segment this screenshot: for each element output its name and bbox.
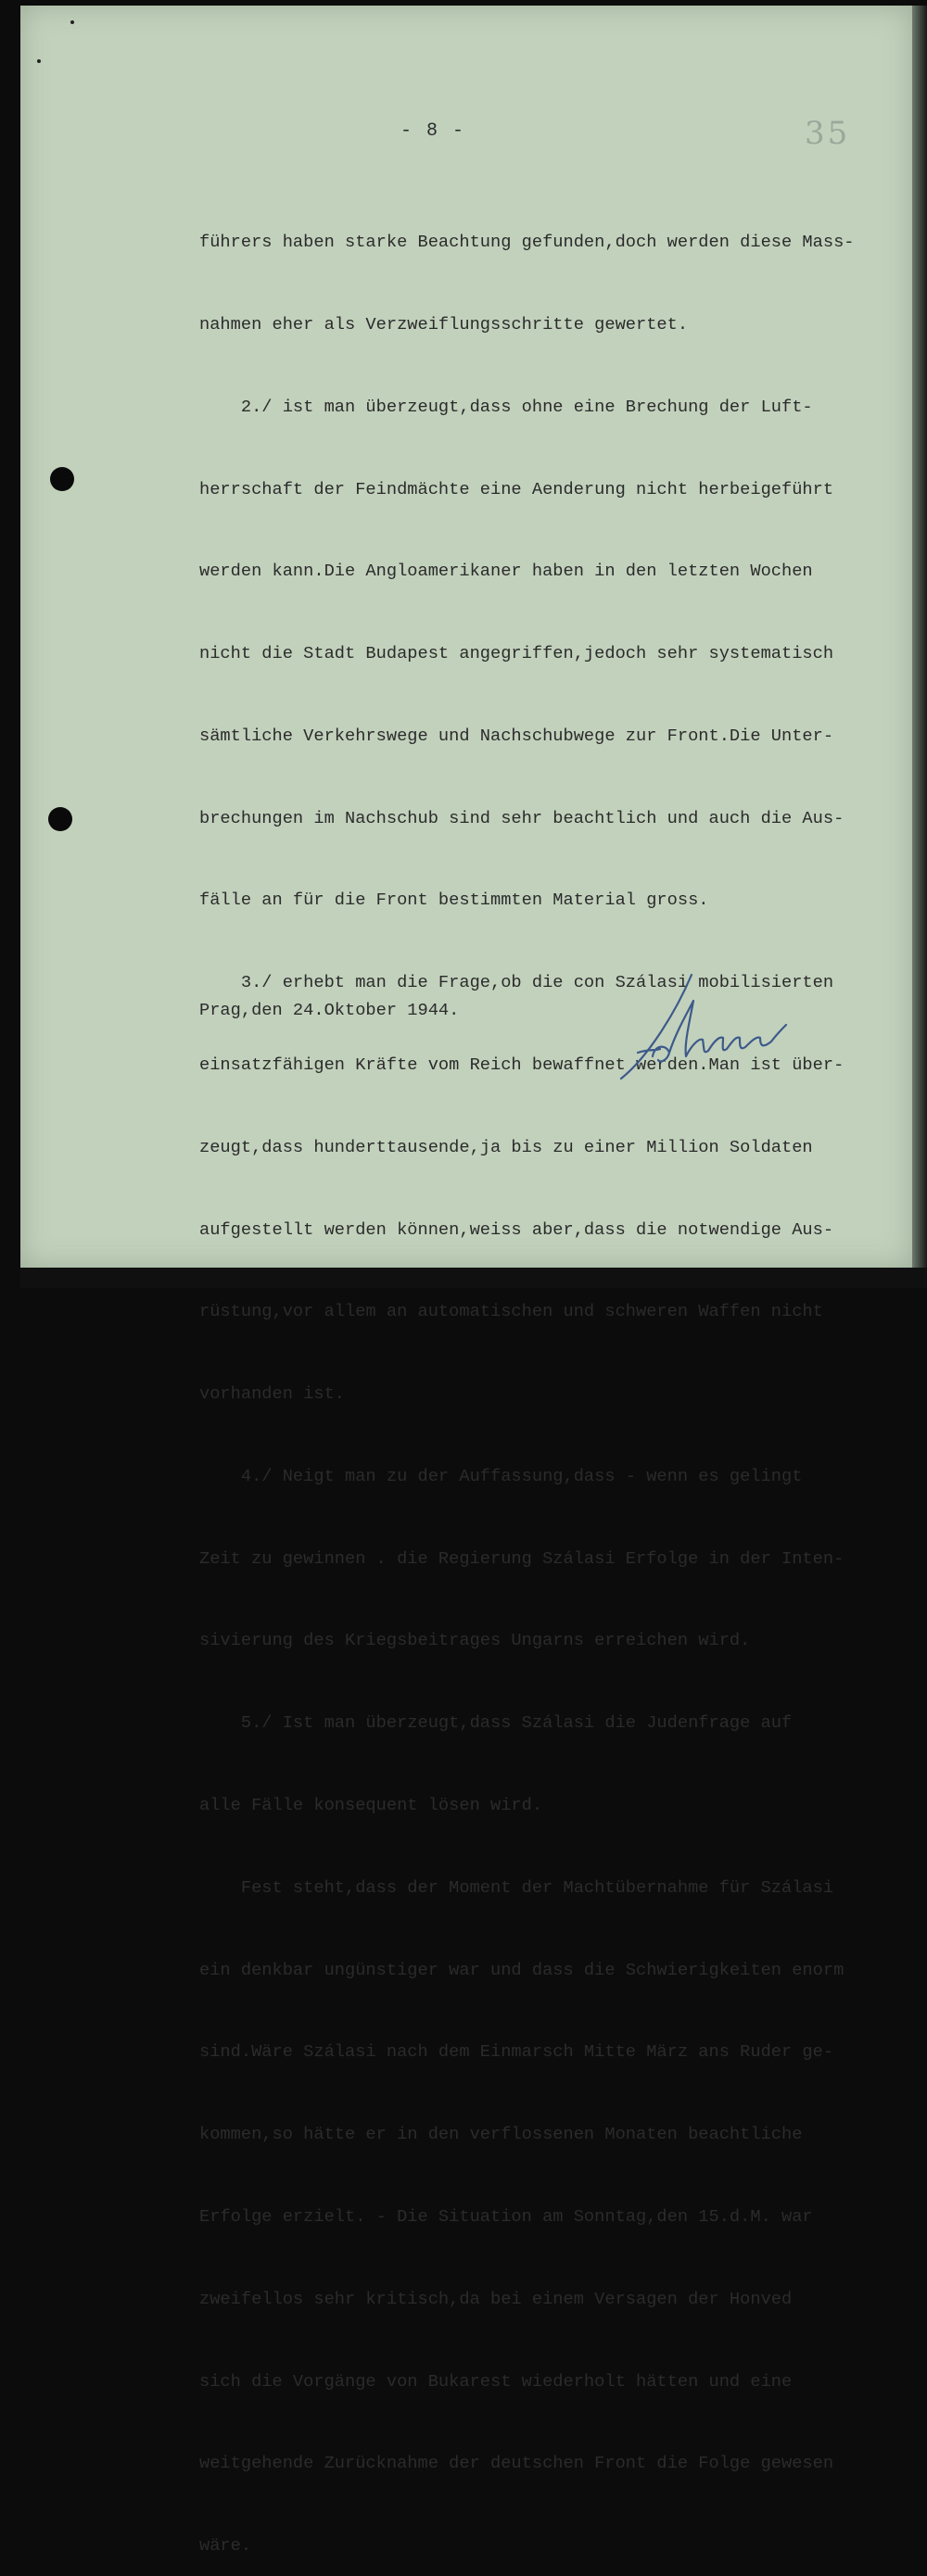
handwritten-signature: [612, 964, 797, 1093]
text-line: sämtliche Verkehrswege und Nachschubwege zur Front.Die Unter-: [199, 725, 834, 746]
text-line: herrschaft der Feindmächte eine Aenderung nicht herbeigeführt: [199, 478, 834, 499]
text-line: alle Fälle konsequent lösen wird.: [199, 1795, 543, 1816]
text-line: kommen,so hätte er in den verflossenen Monaten beachtliche: [199, 2124, 803, 2145]
text-line: Fest steht,dass der Moment der Machtübernahme für Szálasi: [199, 1876, 834, 1898]
text-line: brechungen im Nachschub sind sehr beachtlich und auch die Aus-: [199, 807, 844, 828]
text-line: Zeit zu gewinnen . die Regierung Szálasi Erfolge in der Inten-: [199, 1547, 844, 1569]
text-line: sivierung des Kriegsbeitrages Ungarns erreichen wird.: [199, 1630, 751, 1651]
text-line: vorhanden ist.: [199, 1383, 346, 1405]
paper-speck: [37, 59, 41, 63]
page-number: - 8 -: [400, 120, 466, 142]
text-line: weitgehende Zurücknahme der deutschen Front die Folge gewesen: [199, 2453, 834, 2474]
folio-number: 35: [805, 115, 851, 152]
text-line: einsatzfähigen Kräfte vom Reich bewaffnet werden.Man ist über-: [199, 1054, 844, 1075]
paper-speck: [70, 20, 74, 24]
text-line: führers haben starke Beachtung gefunden,doch werden diese Mass-: [199, 232, 855, 253]
text-line: zeugt,dass hunderttausende,ja bis zu einer Million Soldaten: [199, 1136, 813, 1157]
punch-hole-bottom: [48, 807, 72, 831]
page-edge-right: [912, 6, 927, 1268]
text-line: 5./ Ist man überzeugt,dass Szálasi die Judenfrage auf: [199, 1712, 793, 1734]
text-line: nahmen eher als Verzweiflungsschritte gewertet.: [199, 313, 689, 335]
text-line: nicht die Stadt Budapest angegriffen,jedoch sehr systematisch: [199, 643, 834, 664]
text-line: 4./ Neigt man zu der Auffassung,dass - wenn es gelingt: [199, 1465, 803, 1486]
text-line: Erfolge erzielt. - Die Situation am Sonntag,den 15.d.M. war: [199, 2205, 813, 2227]
text-line: ein denkbar ungünstiger war und dass die Schwierigkeiten enorm: [199, 1959, 844, 1980]
text-line: sich die Vorgänge von Bukarest wiederholt hätten und eine: [199, 2370, 793, 2392]
text-line: 3./ erhebt man die Frage,ob die con Szálasi mobilisierten: [199, 972, 834, 993]
place-date-line: Prag,den 24.Oktober 1944.: [199, 1000, 460, 1020]
punch-hole-top: [50, 467, 74, 491]
text-line: werden kann.Die Angloamerikaner haben in den letzten Wochen: [199, 561, 813, 582]
text-line: wäre.: [199, 2535, 252, 2557]
text-line: fälle an für die Front bestimmten Material gross.: [199, 890, 709, 911]
body-text: [199, 174, 904, 2576]
text-line: rüstung,vor allem an automatischen und schweren Waffen nicht: [199, 1301, 823, 1322]
text-line: aufgestellt werden können,weiss aber,dass die notwendige Aus-: [199, 1219, 834, 1240]
text-line: sind.Wäre Szálasi nach dem Einmarsch Mitte März ans Ruder ge-: [199, 2041, 834, 2063]
text-line: zweifellos sehr kritisch,da bei einem Versagen der Honved: [199, 2288, 793, 2309]
text-line: 2./ ist man überzeugt,dass ohne eine Brechung der Luft-: [199, 396, 813, 417]
